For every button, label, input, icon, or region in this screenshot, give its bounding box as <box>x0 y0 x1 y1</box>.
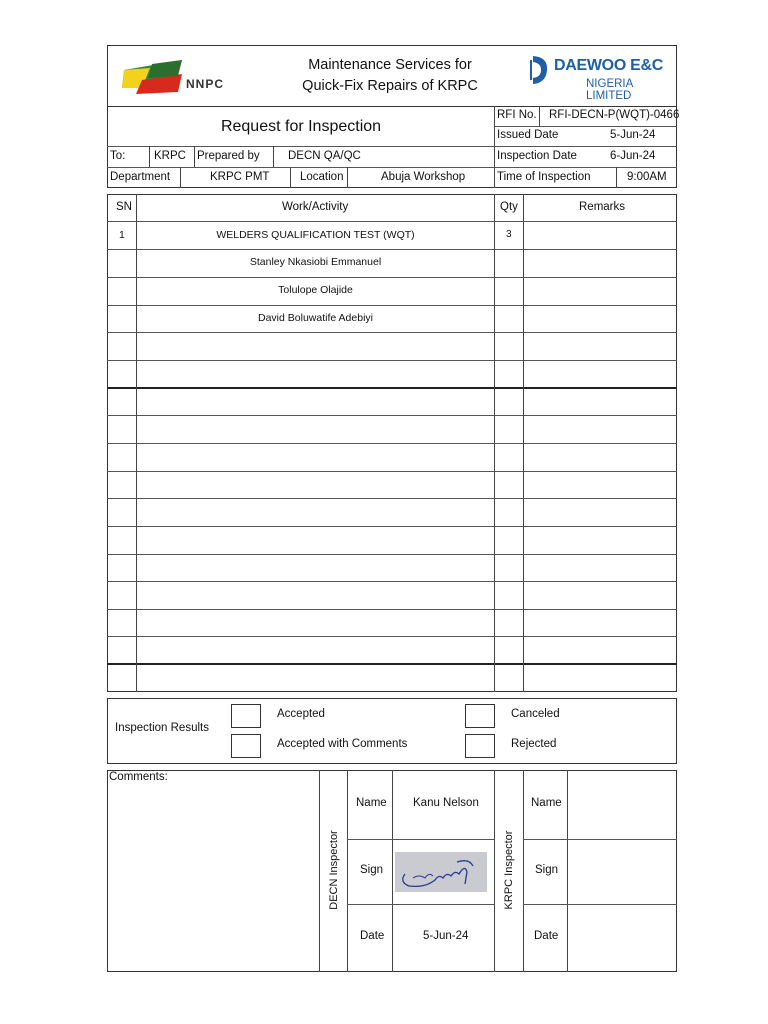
table-row-divider <box>107 221 677 222</box>
nnpc-logo-text: NNPC <box>186 77 225 91</box>
comments-label: Comments: <box>109 771 168 783</box>
rejected-checkbox[interactable] <box>465 734 495 758</box>
rfi-no-label: RFI No. <box>497 109 537 121</box>
table-column-divider <box>494 194 495 692</box>
location-value: Abuja Workshop <box>381 171 466 183</box>
prepared-by-label: Prepared by <box>197 150 260 162</box>
table-row-divider <box>107 636 677 637</box>
location-label: Location <box>300 171 344 183</box>
decn-signature <box>395 852 487 892</box>
decn-inspector-label: DECN Inspector <box>328 830 340 910</box>
qty-header: Qty <box>500 201 518 213</box>
decn-name-label: Name <box>356 797 387 809</box>
decn-sign-label: Sign <box>360 864 384 876</box>
remarks-header: Remarks <box>579 201 626 213</box>
krpc-inspector-label: KRPC Inspector <box>503 830 515 910</box>
table-row-divider <box>107 609 677 610</box>
inspection-date-label: Inspection Date <box>497 150 577 162</box>
nnpc-logo <box>122 60 252 96</box>
work-activity-header: Work/Activity <box>282 201 349 213</box>
table-row-divider <box>107 305 677 306</box>
sn-header: SN <box>116 201 132 213</box>
table-column-divider <box>523 194 524 692</box>
project-title-line1: Maintenance Services for <box>308 57 472 73</box>
project-title-line2: Quick-Fix Repairs of KRPC <box>302 78 478 94</box>
daewoo-logo <box>530 53 670 102</box>
canceled-label: Canceled <box>511 708 560 720</box>
to-value: KRPC <box>154 150 186 162</box>
inspection-results-label: Inspection Results <box>115 722 209 734</box>
table-row-divider <box>107 554 677 555</box>
row-sn: 1 <box>119 229 125 241</box>
table-row-divider <box>107 443 677 444</box>
time-of-inspection-label: Time of Inspection <box>497 171 591 183</box>
table-row-divider <box>107 526 677 527</box>
row-qty: 3 <box>506 229 512 240</box>
row-work: Tolulope Olajide <box>278 284 353 296</box>
row-work: David Boluwatife Adebiyi <box>258 312 373 324</box>
time-of-inspection-value: 9:00AM <box>627 171 667 183</box>
decn-date-value: 5-Jun-24 <box>423 930 469 942</box>
krpc-sign-label: Sign <box>535 864 559 876</box>
decn-date-label: Date <box>360 930 385 942</box>
table-row-divider <box>107 663 677 665</box>
issued-date-value: 5-Jun-24 <box>610 129 656 141</box>
rfi-no-value: RFI-DECN-P(WQT)-0466 <box>549 109 680 121</box>
krpc-date-label: Date <box>534 930 559 942</box>
canceled-checkbox[interactable] <box>465 704 495 728</box>
krpc-name-label: Name <box>531 797 562 809</box>
daewoo-logo-text: DAEWOO E&C <box>554 57 664 74</box>
rejected-label: Rejected <box>511 738 557 750</box>
daewoo-logo-subtext: NIGERIA LIMITED <box>586 78 633 102</box>
row-work: Stanley Nkasiobi Emmanuel <box>249 256 382 268</box>
table-row-divider <box>107 471 677 472</box>
project-title <box>270 55 510 97</box>
signature-scribble <box>395 852 487 892</box>
decn-name-value: Kanu Nelson <box>413 797 479 809</box>
daewoo-logo-mark <box>530 55 550 85</box>
table-row-divider <box>107 498 677 499</box>
table-row-divider <box>107 332 677 333</box>
table-row-divider <box>107 277 677 278</box>
table-row-divider <box>107 581 677 582</box>
table-row-divider <box>107 415 677 416</box>
accepted-checkbox[interactable] <box>231 704 261 728</box>
accepted-label: Accepted <box>277 708 325 720</box>
row-work: WELDERS QUALIFICATION TEST (WQT) <box>216 229 415 241</box>
table-row-divider <box>107 360 677 361</box>
to-label: To: <box>110 150 126 162</box>
accepted-with-comments-label: Accepted with Comments <box>277 738 408 750</box>
form-title: Request for Inspection <box>220 117 382 135</box>
inspection-date-value: 6-Jun-24 <box>610 150 656 162</box>
table-column-divider <box>136 194 137 692</box>
table-row-divider <box>107 387 677 389</box>
issued-date-label: Issued Date <box>497 129 559 141</box>
accepted-with-comments-checkbox[interactable] <box>231 734 261 758</box>
table-row-divider <box>107 249 677 250</box>
department-label: Department <box>110 171 171 183</box>
department-value: KRPC PMT <box>210 171 270 183</box>
prepared-by-value: DECN QA/QC <box>288 150 361 162</box>
